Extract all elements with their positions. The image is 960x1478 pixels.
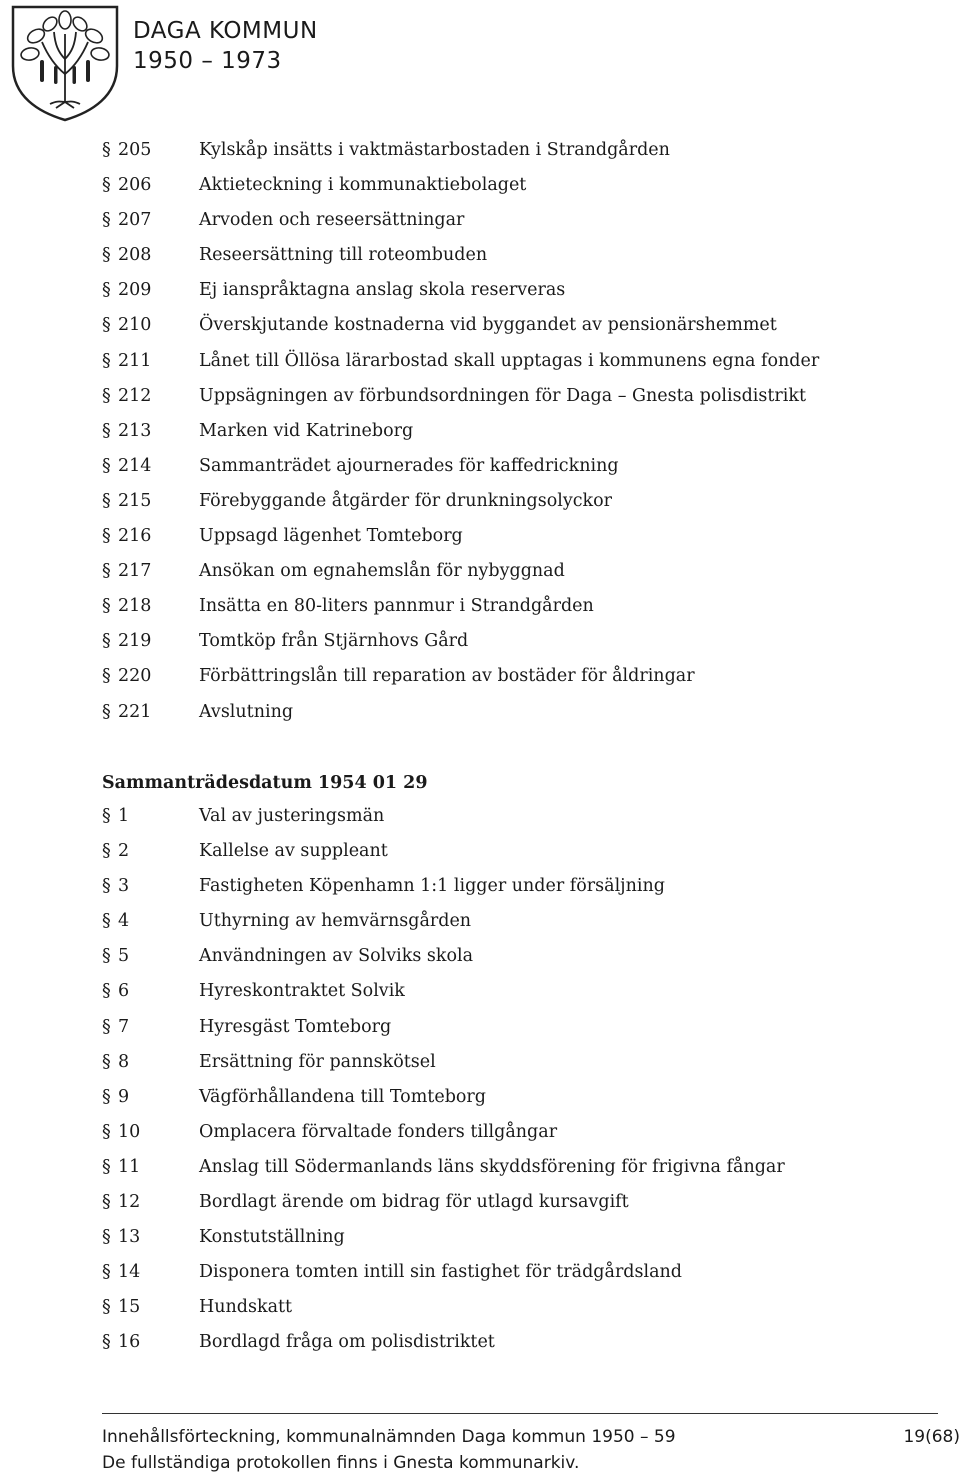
section-symbol: § — [102, 701, 111, 722]
section-symbol: § — [102, 1121, 111, 1142]
agenda-item — [102, 974, 922, 1009]
item-title: Uppsagd lägenhet Tomteborg — [199, 526, 463, 547]
item-title: Hyreskontraktet Solvik — [199, 981, 405, 1002]
agenda-item — [102, 589, 922, 624]
item-title: Bordlagt ärende om bidrag för utlagd kursavgift — [199, 1192, 629, 1213]
item-title: Reseersättning till roteombuden — [199, 245, 488, 266]
meeting-items-list — [102, 133, 922, 730]
section-symbol: § — [102, 876, 111, 897]
municipality-name: DAGA KOMMUN — [133, 18, 318, 44]
agenda-item — [102, 1080, 922, 1115]
item-title: Kylskåp insätts i vaktmästarbostaden i Strandgården — [199, 140, 670, 160]
section-symbol: § — [102, 911, 111, 932]
item-title: Hundskatt — [199, 1297, 293, 1318]
item-title: Överskjutande kostnaderna vid byggandet av pensionärshemmet — [199, 315, 777, 336]
item-number: 16 — [118, 1332, 141, 1353]
footer-note: De fullständiga protokollen finns i Gnesta kommunarkiv. — [102, 1453, 580, 1473]
section-symbol: § — [102, 175, 111, 196]
agenda-item — [102, 659, 922, 694]
item-title: Val av justeringsmän — [199, 806, 385, 826]
section-symbol: § — [102, 350, 111, 371]
section-symbol: § — [102, 1262, 111, 1283]
section-symbol: § — [102, 315, 111, 336]
agenda-item — [102, 1150, 922, 1185]
item-number: 11 — [118, 1156, 141, 1177]
agenda-item — [102, 133, 922, 168]
agenda-item — [102, 554, 922, 589]
section-symbol: § — [102, 1156, 111, 1177]
item-number: 8 — [118, 1051, 130, 1072]
item-number: 1 — [118, 806, 130, 826]
agenda-item — [102, 869, 922, 904]
agenda-item — [102, 273, 922, 308]
section-symbol: § — [102, 1227, 111, 1248]
item-number: 220 — [118, 666, 152, 687]
item-number: 12 — [118, 1192, 141, 1213]
item-number: 208 — [118, 245, 152, 266]
item-number: 3 — [118, 876, 130, 897]
item-number: 217 — [118, 561, 152, 582]
municipality-heading — [133, 16, 318, 76]
item-number: 215 — [118, 490, 152, 511]
agenda-item — [102, 379, 922, 414]
agenda-item — [102, 1290, 922, 1325]
item-number: 5 — [118, 946, 130, 967]
section-symbol: § — [102, 210, 111, 231]
item-title: Användningen av Solviks skola — [199, 946, 474, 967]
section-symbol: § — [102, 385, 111, 406]
item-number: 213 — [118, 420, 152, 441]
item-number: 4 — [118, 911, 130, 932]
item-number: 205 — [118, 140, 152, 160]
section-symbol: § — [102, 1332, 111, 1353]
agenda-item — [102, 1255, 922, 1290]
item-title: Lånet till Öllösa lärarbostad skall upptagas i kommunens egna fonder — [199, 350, 820, 371]
item-title: Uthyrning av hemvärnsgården — [199, 911, 472, 932]
item-number: 210 — [118, 315, 152, 336]
agenda-item — [102, 1185, 922, 1220]
section-symbol: § — [102, 1086, 111, 1107]
section-symbol: § — [102, 490, 111, 511]
period-years: 1950 – 1973 — [133, 48, 282, 74]
agenda-item — [102, 939, 922, 974]
section-symbol: § — [102, 526, 111, 547]
item-number: 10 — [118, 1121, 141, 1142]
section-symbol: § — [102, 981, 111, 1002]
item-number: 9 — [118, 1086, 130, 1107]
agenda-item — [102, 1115, 922, 1150]
item-number: 2 — [118, 841, 130, 862]
section-symbol: § — [102, 946, 111, 967]
item-title: Kallelse av suppleant — [199, 841, 388, 862]
item-number: 7 — [118, 1016, 130, 1037]
footer-title: Innehållsförteckning, kommunalnämnden Daga kommun 1950 – 59 — [102, 1427, 676, 1447]
item-number: 216 — [118, 526, 152, 547]
item-number: 13 — [118, 1227, 141, 1248]
page-footer — [102, 1424, 960, 1476]
section-symbol: § — [102, 1192, 111, 1213]
item-number: 15 — [118, 1297, 141, 1318]
item-title: Förbättringslån till reparation av bostäder för åldringar — [199, 666, 695, 687]
agenda-item — [102, 414, 922, 449]
item-title: Vägförhållandena till Tomteborg — [199, 1086, 486, 1107]
agenda-item — [102, 1045, 922, 1080]
item-title: Arvoden och reseersättningar — [199, 210, 465, 231]
item-title: Fastigheten Köpenhamn 1:1 ligger under försäljning — [199, 876, 665, 897]
item-title: Tomtköp från Stjärnhovs Gård — [199, 631, 469, 652]
agenda-item — [102, 308, 922, 343]
section-symbol: § — [102, 1297, 111, 1318]
agenda-item — [102, 168, 922, 203]
item-title: Aktieteckning i kommunaktiebolaget — [199, 175, 527, 196]
agenda-item — [102, 1220, 922, 1255]
agenda-item — [102, 519, 922, 554]
item-title: Sammanträdet ajournerades för kaffedrickning — [199, 455, 619, 476]
item-title: Ersättning för pannskötsel — [199, 1051, 436, 1072]
agenda-item — [102, 203, 922, 238]
item-title: Förebyggande åtgärder för drunkningsolyckor — [199, 490, 613, 511]
item-number: 6 — [118, 981, 130, 1002]
item-title: Disponera tomten intill sin fastighet för trädgårdsland — [199, 1262, 682, 1283]
coat-of-arms-icon — [10, 4, 120, 122]
item-title: Ej ianspråktagna anslag skola reserveras — [199, 280, 566, 301]
section-symbol: § — [102, 666, 111, 687]
section-symbol: § — [102, 245, 111, 266]
agenda-item — [102, 799, 922, 834]
item-title: Marken vid Katrineborg — [199, 420, 414, 441]
page-number: 19(68) — [903, 1427, 960, 1447]
section-symbol: § — [102, 455, 111, 476]
agenda-item — [102, 1010, 922, 1045]
section-symbol: § — [102, 631, 111, 652]
item-title: Avslutning — [199, 701, 294, 722]
meeting-date-heading: Sammanträdesdatum 1954 01 29 — [102, 773, 428, 793]
meeting-items-list-2 — [102, 799, 922, 1361]
agenda-item — [102, 624, 922, 659]
agenda-item — [102, 238, 922, 273]
item-title: Bordlagd fråga om polisdistriktet — [199, 1332, 495, 1353]
item-number: 206 — [118, 175, 152, 196]
section-symbol: § — [102, 561, 111, 582]
item-title: Ansökan om egnahemslån för nybyggnad — [199, 561, 565, 582]
agenda-item — [102, 834, 922, 869]
section-symbol: § — [102, 420, 111, 441]
item-number: 211 — [118, 350, 152, 371]
section-symbol: § — [102, 1016, 111, 1037]
footer-divider — [102, 1413, 938, 1414]
agenda-item — [102, 449, 922, 484]
item-number: 212 — [118, 385, 152, 406]
section-symbol: § — [102, 841, 111, 862]
agenda-item — [102, 1325, 922, 1360]
item-title: Konstutställning — [199, 1227, 345, 1248]
item-title: Anslag till Södermanlands läns skyddsförening för frigivna fångar — [199, 1156, 785, 1177]
item-title: Hyresgäst Tomteborg — [199, 1016, 392, 1037]
agenda-item — [102, 484, 922, 519]
agenda-item — [102, 344, 922, 379]
section-symbol: § — [102, 280, 111, 301]
section-symbol: § — [102, 1051, 111, 1072]
item-number: 214 — [118, 455, 152, 476]
section-symbol: § — [102, 596, 111, 617]
section-symbol: § — [102, 806, 111, 826]
item-number: 209 — [118, 280, 152, 301]
item-number: 207 — [118, 210, 152, 231]
item-title: Omplacera förvaltade fonders tillgångar — [199, 1121, 558, 1142]
section-symbol: § — [102, 140, 111, 160]
agenda-item — [102, 695, 922, 730]
item-number: 14 — [118, 1262, 141, 1283]
item-title: Uppsägningen av förbundsordningen för Daga – Gnesta polisdistrikt — [199, 385, 806, 406]
page-header — [0, 0, 960, 130]
agenda-item — [102, 904, 922, 939]
item-number: 219 — [118, 631, 152, 652]
item-number: 218 — [118, 596, 152, 617]
item-title: Insätta en 80-liters pannmur i Strandgården — [199, 596, 594, 617]
item-number: 221 — [118, 701, 152, 722]
